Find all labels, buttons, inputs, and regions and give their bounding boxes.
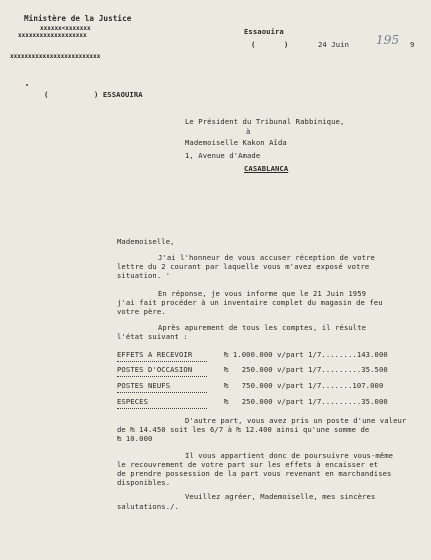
table-rule [117, 408, 207, 409]
year-digit: 9 [410, 40, 415, 49]
table-row-label: ESPECES [117, 397, 148, 406]
p5-line-2: le recouvrement de votre part sur les effets à encaisser et [117, 460, 379, 469]
table-row-label: EFFETS A RECEVOIR [117, 350, 193, 359]
ink-mark [26, 84, 28, 86]
paren-close: ) [284, 40, 289, 49]
p5-line-4: disponibles. [117, 478, 171, 487]
city-header: Essaouira [244, 27, 284, 36]
p1-line-1: J'ai l'honneur de vous accuser réception de votre [158, 253, 375, 262]
p4-line-3: ₧ 10.000 [117, 434, 153, 443]
table-row-amount: ₧ 250.000 v/part 1/7.........35.000 [224, 397, 388, 406]
p1-line-2: lettre du 2 courant par laquelle vous m'avez exposé votre [117, 262, 370, 271]
recipient-line-3: Mademoiselle Kakon Aîda [185, 138, 287, 147]
table-rule [117, 392, 207, 393]
table-rule [117, 361, 207, 362]
table-row-label: POSTES D'OCCASION [117, 365, 193, 374]
ref-open: ( [44, 90, 49, 99]
p1-line-3: situation. ' [117, 271, 171, 280]
table-row-label: POSTES NEUFS [117, 381, 171, 390]
table-row-amount: ₧ 1.000.000 v/part 1/7........143.000 [224, 350, 388, 359]
ministry-strikeout-2: xxxxxxxxxxxxxxxxxxx [18, 32, 87, 39]
p5-line-3: de prendre possession de la part vous revenant en marchandises [117, 469, 392, 478]
p2-line-3: votre père. [117, 307, 166, 316]
p2-line-2: j'ai fait procéder à un inventaire complet du magasin de feu [117, 298, 383, 307]
p3-line-1: Après apurement de tous les comptes, il résulte [158, 323, 367, 332]
table-row-amount: ₧ 250.000 v/part 1/7.........35.500 [224, 365, 388, 374]
recipient-line-4: 1, Avenue d'Amade [185, 151, 261, 160]
ministry-strikeout: xxxxxx<xxxxxxx [40, 25, 91, 32]
p5-line-1: Il vous appartient donc de poursuivre vous-même [185, 451, 394, 460]
p4-line-1: D'autre part, vous avez pris un poste d'une valeur [185, 416, 407, 425]
closing-line-1: Veuillez agréer, Mademoiselle, mes sincères [185, 492, 376, 501]
recipient-line-5: CASABLANCA [244, 164, 289, 173]
recipient-line-1: Le Président du Tribunal Rabbinique, [185, 117, 345, 126]
p2-line-1: En réponse, je vous informe que le 21 Juin 1959 [158, 289, 367, 298]
date-text: 24 Juin [318, 40, 349, 49]
table-rule [117, 376, 207, 377]
p4-line-2: de ₧ 14.450 soit les 6/7 à ₧ 12.400 ainsi qu'une somme de [117, 425, 370, 434]
table-row-amount: ₧ 750.000 v/part 1/7.......107.000 [224, 381, 384, 390]
salutation: Mademoiselle, [117, 237, 175, 246]
handwritten-year: 195 [376, 33, 400, 47]
closing-line-2: salutations./. [117, 502, 179, 511]
p3-line-2: l'état suivant : [117, 332, 188, 341]
paren-open: ( [251, 40, 256, 49]
ministry-strikeout-3: xxxxxxxxxxxxxxxxxxxxxxxxx [10, 53, 101, 60]
ministry-name: Ministère de la Justice [24, 14, 132, 23]
ref-city: ) ESSAOUIRA [94, 90, 143, 99]
recipient-line-2: à [246, 127, 251, 136]
